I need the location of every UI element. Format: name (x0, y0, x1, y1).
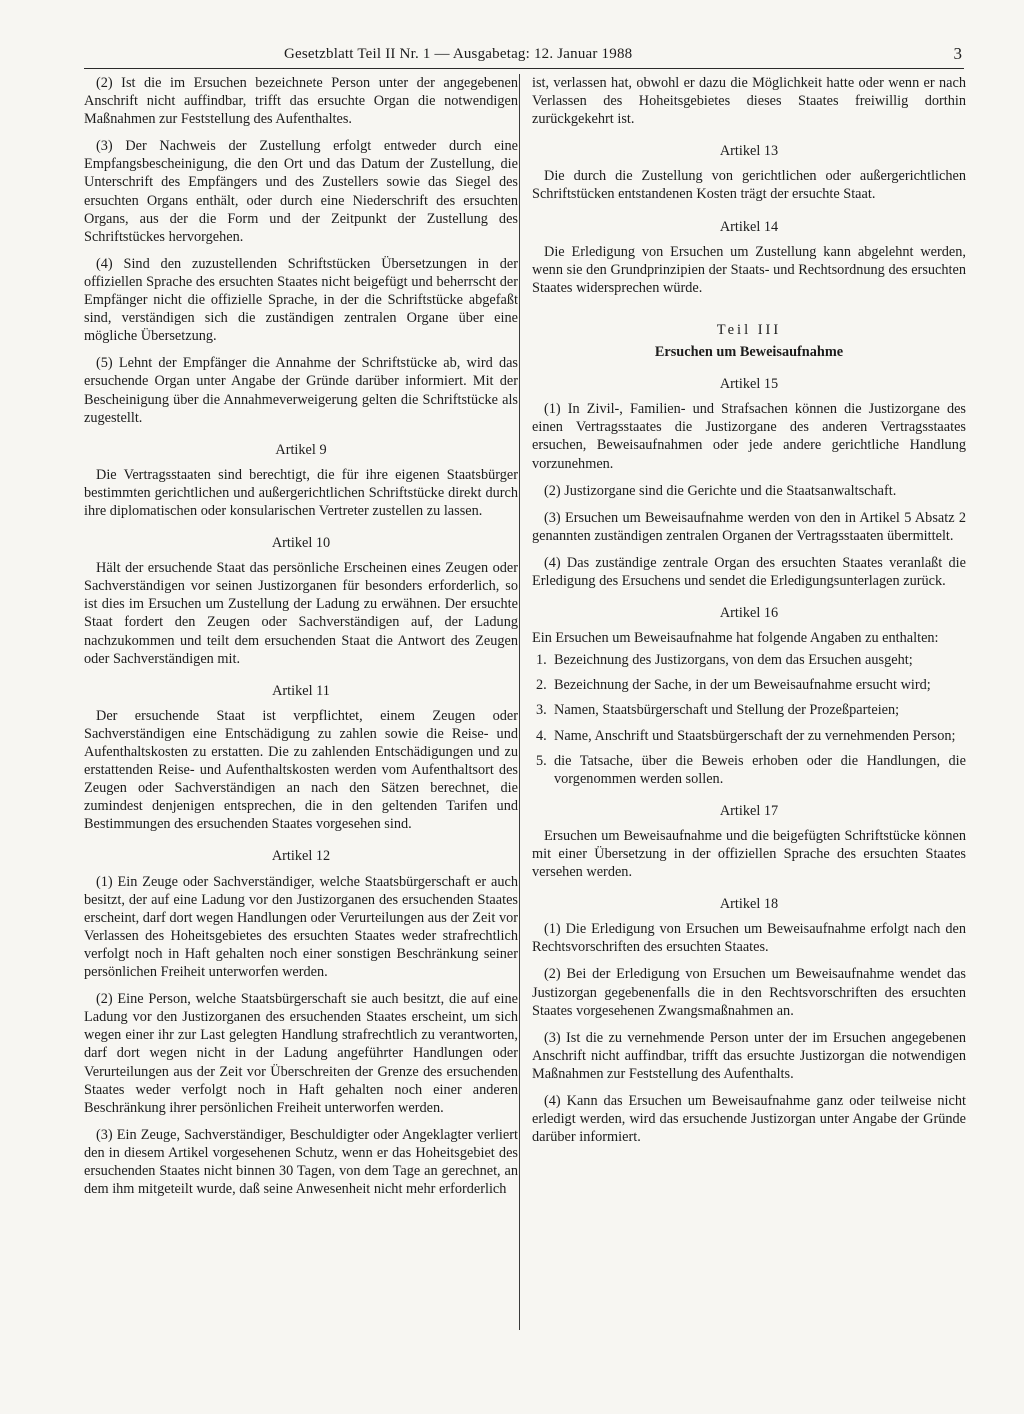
list-item-text: Bezeichnung der Sache, in der um Beweisaufnahme ersucht wird; (554, 677, 931, 694)
list-item-text: Namen, Staatsbürgerschaft und Stellung der Prozeßparteien; (554, 702, 900, 719)
paragraph: (2) Ist die im Ersuchen bezeichnete Person unter der angegebenen Anschrift nicht auffindbar, trifft das ersuchte Organ die notwendigen Maßnahmen zur Feststellung des Aufenthaltes. (84, 75, 518, 128)
article-heading: Artikel 14 (719, 218, 779, 235)
page-number: 3 (953, 44, 962, 63)
list-item (532, 676, 966, 694)
paragraph: (3) Ersuchen um Beweisaufnahme werden von den in Artikel 5 Absatz 2 genannten zuständigen zentralen Organen der Vertragsstaaten übermittelt. (532, 509, 966, 544)
article-heading: Artikel 11 (272, 682, 330, 699)
paragraph: (5) Lehnt der Empfänger die Annahme der Schriftstücke ab, wird das ersuchende Organ unter Angabe der Gründe darüber informiert. Mit der Bescheinigung über die Annahmeverweigerung gelten die Schriftstücke als zugestellt. (84, 355, 518, 426)
list-item-text: Name, Anschrift und Staatsbürgerschaft der zu vernehmenden Person; (554, 727, 956, 744)
paragraph: (4) Kann das Ersuchen um Beweisaufnahme ganz oder teilweise nicht erledigt werden, wird das ersuchende Justizorgan unter Angabe der Gründe darüber informiert. (532, 1093, 966, 1146)
paragraph: (2) Eine Person, welche Staatsbürgerschaft sie auch besitzt, die auf eine Ladung vor den Justizorganen des ersuchenden Staates erscheint, um sich wegen einer ihr zur Last gelegten Handlung strafrechtlich zu verantworten, darf dort wegen nicht in der Ladung angeführter Handlungen oder Verurteilungen aus der Zeit vor Überschreiten der Grenze des ersuchenden Staates weder verfolgt noch in Haft gehalten noch einer anderen Beschränkung ihrer persönlichen Freiheit unterworfen werden. (84, 991, 518, 1116)
right-column (532, 74, 966, 1155)
paragraph: Ein Ersuchen um Beweisaufnahme hat folgende Angaben zu enthalten: (532, 630, 939, 647)
list-number: 5. (536, 752, 547, 769)
list-item (532, 651, 966, 669)
paragraph: (1) In Zivil-, Familien- und Strafsachen können die Justizorgane des einen Vertragsstaates die Justizorgane des anderen Vertragsstaates ersuchen, Beweisaufnahmen oder jede andere gerichtliche Handlung vorzunehmen. (532, 401, 966, 472)
part-subtitle: Ersuchen um Beweisaufnahme (654, 344, 844, 361)
paragraph: Der ersuchende Staat ist verpflichtet, einem Zeugen oder Sachverständigen eine Entschädigung zu zahlen sowie die Reise- und Aufenthaltskosten zu erstatten. Die zu zahlenden Entschädigungen und zu erstattenden Reise- und Aufenthaltskosten werden vom Aufenthaltsort des Zeugen oder Sachverständigen an nach den Sätzen berechnet, die zumindest denjenigen entsprechen, die in den geltenden Tarifen und Bestimmungen des ersuchenden Staates vorgesehen sind. (84, 707, 518, 833)
paragraph: (1) Die Erledigung von Ersuchen um Beweisaufnahme erfolgt nach den Rechtsvorschriften des ersuchten Staates. (532, 921, 966, 956)
list-item (532, 727, 966, 745)
list-number: 4. (536, 727, 547, 744)
left-column (84, 74, 518, 1207)
paragraph: Hält der ersuchende Staat das persönliche Erscheinen eines Zeugen oder Sachverständigen vor seinen Justizorganen für besonders erforderlich, so ist dies im Ersuchen um Zustellung der Ladung zu erwähnen. Der ersuchte Staat fordert den Zeugen oder Sachverständigen auf, der Ladung nachzukommen und teilt dem ersuchenden Staat die Antwort des Zeugen oder Sachverständigen mit. (84, 560, 518, 667)
list-number: 2. (536, 677, 547, 694)
page-header (84, 44, 964, 69)
list-number: 3. (536, 702, 547, 719)
list-item-text: die Tatsache, über die Beweis erhoben oder die Handlungen, die vorgenommen werden sollen. (554, 752, 966, 787)
article-heading: Artikel 10 (271, 535, 331, 552)
article-heading: Artikel 12 (271, 848, 331, 865)
paragraph: (2) Bei der Erledigung von Ersuchen um Beweisaufnahme wendet das Justizorgan gegebenenfalls die in den Rechtsvorschriften des ersuchten Staates vorgesehenen Zwangsmaßnahmen an. (532, 966, 966, 1019)
paragraph: (4) Das zuständige zentrale Organ des ersuchten Staates veranlaßt die Erledigung des Ersuchens und sendet die Erledigungsunterlagen zurück. (532, 554, 966, 589)
part-heading: Teil III (716, 321, 782, 338)
paragraph-continuation: ist, verlassen hat, obwohl er dazu die Möglichkeit hatte oder wenn er nach Verlassen des Hoheitsgebietes dieses Staates freiwillig dorthin zurückgekehrt ist. (532, 75, 966, 128)
paragraph: (3) Ein Zeuge, Sachverständiger, Beschuldigter oder Angeklagter verliert den in diesem Artikel vorgesehenen Schutz, wenn er das Hoheitsgebiet des ersuchenden Staates nicht binnen 30 Tagen, von dem Tage an gerechnet, an dem ihm mitgeteilt wurde, daß seine Anwesenheit nicht mehr erforderlich (84, 1126, 518, 1198)
list-number: 1. (536, 652, 547, 669)
list-item-text: Bezeichnung des Justizorgans, von dem das Ersuchen ausgeht; (554, 652, 913, 669)
paragraph: (1) Ein Zeuge oder Sachverständiger, welche Staatsbürgerschaft er auch besitzt, der auf eine Ladung vor den Justizorganen des ersuchenden Staates erscheint, darf dort wegen Handlungen oder Verurteilungen aus der Zeit vor Verlassen des Hoheitsgebietes des ersuchten Staates weder strafrechtlich verfolgt noch in Haft gehalten noch einer sonstigen Beschränkung seiner persönlichen Freiheit unterworfen werden. (84, 873, 518, 981)
column-divider (519, 74, 520, 1330)
paragraph: (3) Ist die zu vernehmende Person unter der im Ersuchen angegebenen Anschrift nicht auffindbar, trifft das ersuchte Justizorgan die notwendigen Maßnahmen zur Feststellung des Aufenthalts. (532, 1029, 966, 1082)
paragraph: (4) Sind den zuzustellenden Schriftstücken Übersetzungen in der offiziellen Sprache des ersuchten Staates nicht beigefügt und beherrscht der Empfänger nicht die offizielle Sprache, in der die Schriftstücke abgefaßt sind, verständigen sich die zuständigen zentralen Organe über eine mögliche Übersetzung. (84, 255, 518, 345)
paragraph: Die Vertragsstaaten sind berechtigt, die für ihre eigenen Staatsbürger bestimmten gerichtlichen und außergerichtlichen Schriftstücke direkt durch ihre diplomatischen oder konsularischen Vertreter zustellen zu lassen. (84, 466, 518, 519)
paragraph: (2) Justizorgane sind die Gerichte und die Staatsanwaltschaft. (544, 482, 897, 499)
article-heading: Artikel 18 (719, 896, 779, 913)
paragraph: Die durch die Zustellung von gerichtlichen oder außergerichtlichen Schriftstücken entstandenen Kosten trägt der ersuchte Staat. (532, 168, 966, 203)
paragraph: (3) Der Nachweis der Zustellung erfolgt entweder durch eine Empfangsbescheinigung, die den Ort und das Datum der Zustellung, die Unterschrift des Empfängers und des Zustellers sowie das Siegel des ersuchten Organs enthält, oder durch eine Niederschrift des ersuchten Organs, aus der die Form und der Zeitpunkt der Zustellung des Schriftstückes hervorgehen. (84, 138, 518, 245)
article-heading: Artikel 16 (719, 605, 779, 622)
list-item (532, 752, 966, 788)
paragraph: Die Erledigung von Ersuchen um Zustellung kann abgelehnt werden, wenn sie den Grundprinzipien der Staats- und Rechtsordnung des ersuchten Staates widersprechen würde. (532, 243, 966, 296)
article-heading: Artikel 9 (275, 441, 327, 458)
article-heading: Artikel 15 (719, 376, 779, 393)
article-heading: Artikel 13 (719, 143, 779, 160)
gazette-header-title: Gesetzblatt Teil II Nr. 1 — Ausgabetag: 12. Januar 1988 (284, 46, 633, 62)
article-heading: Artikel 17 (719, 802, 779, 819)
numbered-list (532, 651, 966, 788)
list-item (532, 701, 966, 719)
paragraph: Ersuchen um Beweisaufnahme und die beigefügten Schriftstücke können mit einer Übersetzung in der offiziellen Sprache des ersuchten Staates versehen werden. (532, 827, 966, 881)
